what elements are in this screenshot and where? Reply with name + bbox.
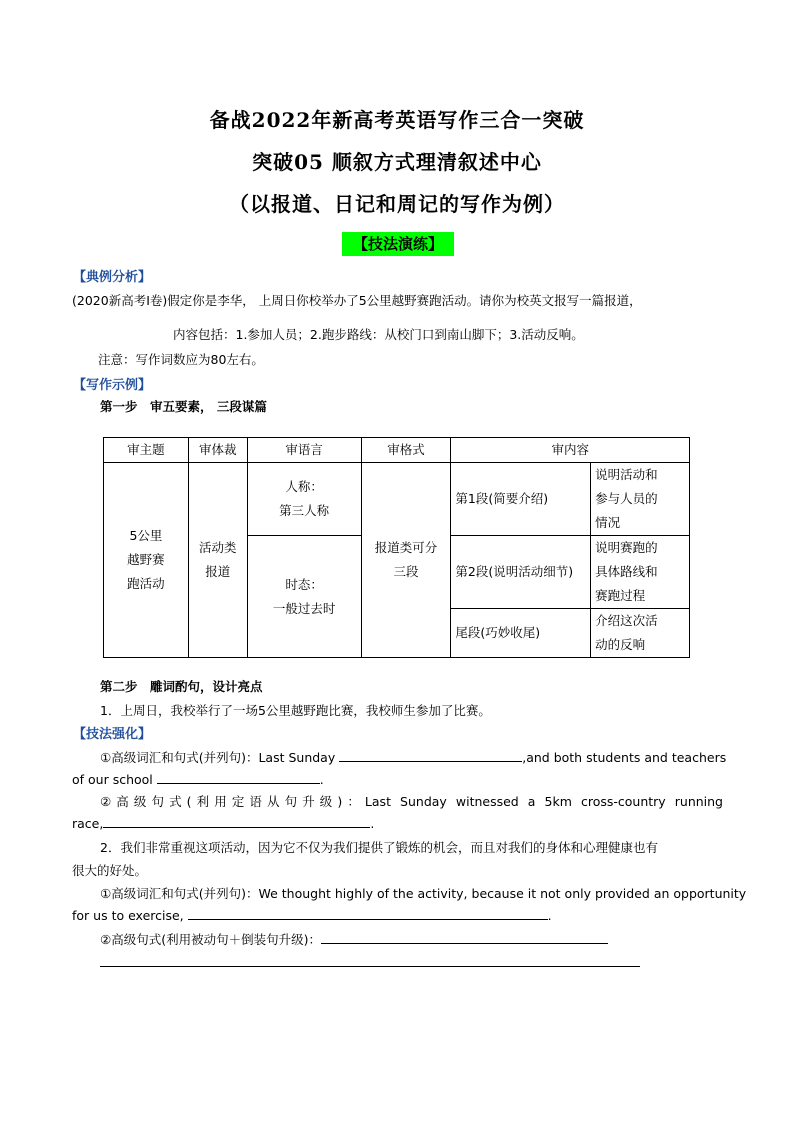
prompt-line1: (2020新高考Ⅰ卷)假定你是李华， 上周日你校举办了5公里越野赛跑活动。请你为校英文报写一篇报道，	[72, 293, 642, 308]
person-cell: 人称： 第三人称	[247, 463, 361, 536]
para1-cell: 第1段(简要介绍)	[451, 463, 591, 536]
item1-a-line1: ①高级词汇和句式(并列句)：Last Sunday ,and both students and teachers	[100, 750, 727, 765]
item1-a-line2: of our school .	[72, 772, 324, 787]
header-format: 审格式	[361, 438, 451, 463]
topic-cell: 5公里 越野赛 跑活动	[104, 463, 189, 658]
para3-content-cell: 介绍这次活 动的反响	[591, 609, 690, 658]
header-topic: 审主题	[104, 438, 189, 463]
item2-line1: 2．我们非常重视这项活动，因为它不仅为我们提供了锻炼的机会，而且对我们的身体和心理健康也有	[100, 840, 658, 855]
para1-content-cell: 说明活动和 参与人员的 情况	[591, 463, 690, 536]
answer-blank[interactable]	[103, 815, 370, 828]
example-analysis-heading: 【典例分析】	[73, 270, 152, 285]
skill-strengthen-heading: 【技法强化】	[73, 727, 152, 742]
format-cell: 报道类可分 三段	[361, 463, 451, 658]
skill-practice-badge: 【技法演练】	[342, 232, 454, 256]
word-count-note: 注意：写作词数应为80左右。	[98, 352, 264, 367]
item2-a-line2: for us to exercise, .	[72, 908, 552, 923]
item1-b-line1: ②高级句式(利用定语从句升级)：Last Sunday witnessed a 5km cross-country running	[100, 794, 723, 809]
header-language: 审语言	[247, 438, 361, 463]
answer-blank[interactable]	[339, 749, 522, 762]
writing-sample-heading: 【写作示例】	[73, 378, 152, 393]
item1-b-line2: race, .	[72, 816, 375, 831]
answer-blank-line[interactable]	[100, 966, 640, 967]
table-row	[104, 463, 690, 536]
header-genre: 审体裁	[188, 438, 247, 463]
para2-cell: 第2段(说明活动细节)	[451, 536, 591, 609]
tense-cell: 时态： 一般过去时	[247, 536, 361, 658]
prompt-line2: 内容包括：1.参加人员；2.跑步路线：从校门口到南山脚下；3.活动反响。	[173, 327, 584, 342]
item2-b-line1: ②高级句式(利用被动句＋倒装句升级)：	[100, 930, 608, 948]
step1-heading: 第一步 审五要素， 三段谋篇	[100, 399, 267, 414]
doc-title-line3: （以报道、日记和周记的写作为例）	[229, 192, 565, 216]
header-content: 审内容	[451, 438, 690, 463]
answer-blank[interactable]	[188, 907, 548, 920]
answer-blank[interactable]	[157, 771, 320, 784]
doc-title-line1: 备战2022年新高考英语写作三合一突破	[209, 108, 585, 132]
doc-title-line2: 突破05 顺叙方式理清叙述中心	[252, 150, 542, 174]
item1-text: 1．上周日，我校举行了一场5公里越野跑比赛，我校师生参加了比赛。	[100, 703, 491, 718]
item2-a-line1: ①高级词汇和句式(并列句)：We thought highly of the activity, because it not only provided an opportunity	[100, 886, 747, 901]
analysis-table	[103, 437, 690, 658]
step2-heading: 第二步 雕词酌句，设计亮点	[100, 679, 263, 694]
genre-cell: 活动类 报道	[188, 463, 247, 658]
answer-blank[interactable]	[321, 931, 608, 944]
item2-line2: 很大的好处。	[72, 863, 148, 878]
para2-content-cell: 说明赛跑的 具体路线和 赛跑过程	[591, 536, 690, 609]
table-header-row	[104, 438, 690, 463]
para3-cell: 尾段(巧妙收尾)	[451, 609, 591, 658]
